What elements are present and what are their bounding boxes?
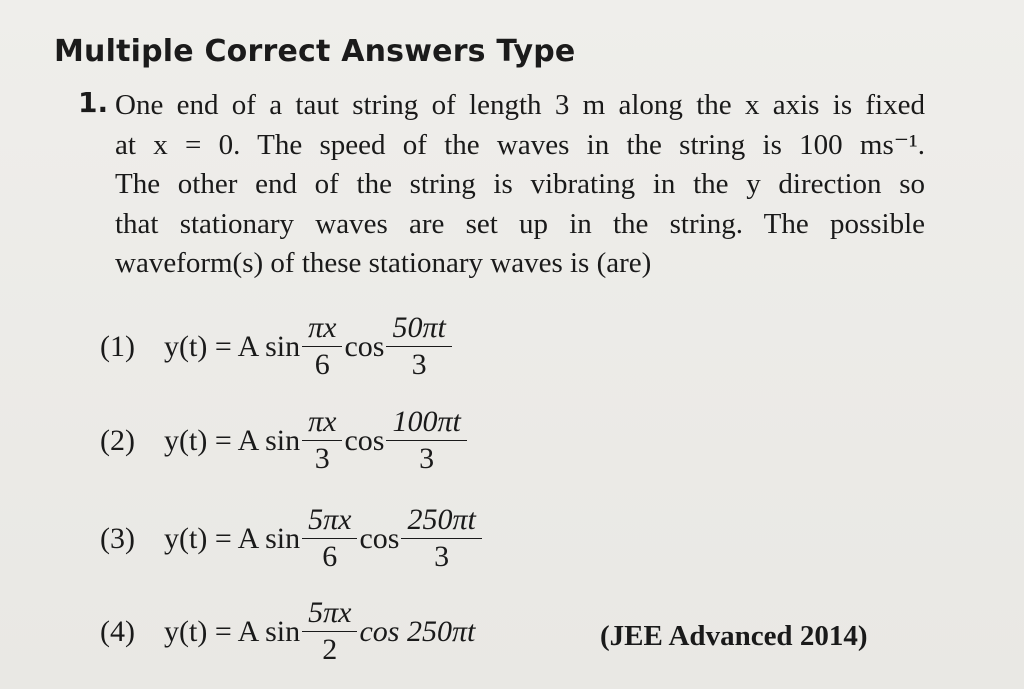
question-line-5: waveform(s) of these stationary waves is (are) [115, 247, 652, 279]
time-fraction [386, 312, 451, 381]
cos-term: cos [359, 521, 400, 555]
option-lhs: y(t) = A sin [164, 521, 301, 555]
fraction-denominator: 3 [314, 442, 330, 475]
fraction-numerator: 5πx [302, 504, 357, 539]
fraction-numerator: 50πt [386, 312, 451, 347]
time-fraction [386, 406, 466, 475]
time-fraction [401, 504, 481, 573]
question-line-4: that stationary waves are set up in the string. The possible [115, 207, 925, 240]
option-lhs: y(t) = A sin [164, 423, 301, 457]
cos-term: cos [344, 329, 385, 363]
space-fraction [302, 406, 342, 475]
fraction-denominator: 6 [314, 348, 330, 381]
fraction-numerator: πx [302, 312, 342, 347]
option-lhs: y(t) = A sin [164, 614, 301, 648]
fraction-denominator: 3 [434, 540, 450, 573]
option-label: (4) [100, 614, 135, 648]
cos-term: cos 250πt [359, 614, 476, 648]
fraction-denominator: 3 [411, 348, 427, 381]
fraction-numerator: 5πx [302, 597, 357, 632]
space-fraction [302, 597, 357, 666]
fraction-denominator: 3 [419, 442, 435, 475]
option-label: (3) [100, 521, 135, 555]
option-2 [100, 406, 469, 475]
exam-source: (JEE Advanced 2014) [600, 620, 868, 652]
option-label: (1) [100, 329, 135, 363]
question-line-3: The other end of the string is vibrating in the y direction so [115, 168, 925, 200]
option-lhs: y(t) = A sin [164, 329, 301, 363]
option-label: (2) [100, 423, 135, 457]
question-line-1: One end of a taut string of length 3 m along the x axis is fixed [115, 89, 925, 121]
question-text [115, 86, 925, 284]
question-line-2: at x = 0. The speed of the waves in the string is 100 ms⁻¹. [115, 128, 925, 161]
option-3 [100, 504, 484, 573]
question-number: 1. [78, 86, 109, 119]
fraction-numerator: 250πt [401, 504, 481, 539]
fraction-denominator: 2 [322, 633, 338, 666]
space-fraction [302, 312, 342, 381]
fraction-numerator: πx [302, 406, 342, 441]
fraction-denominator: 6 [322, 540, 338, 573]
cos-term: cos [344, 423, 385, 457]
fraction-numerator: 100πt [386, 406, 466, 441]
space-fraction [302, 504, 357, 573]
section-heading: Multiple Correct Answers Type [54, 34, 576, 69]
option-4 [100, 597, 475, 666]
option-1 [100, 312, 454, 381]
